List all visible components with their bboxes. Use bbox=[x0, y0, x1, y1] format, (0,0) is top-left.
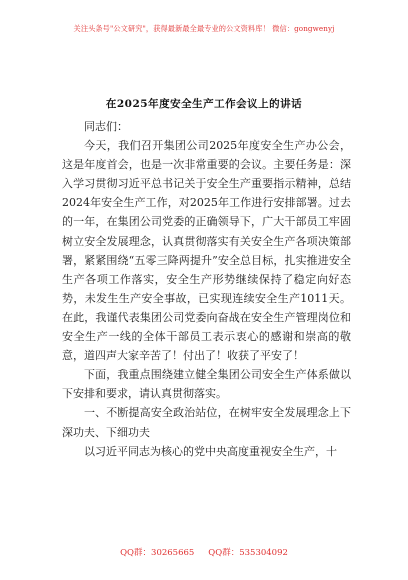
paragraph-3: 以习近平同志为核心的党中央高度重视安全生产，十 bbox=[84, 444, 337, 458]
contact-footer bbox=[0, 546, 408, 558]
greeting: 同志们： bbox=[84, 120, 128, 133]
qq-group-2: QQ群：535304092 bbox=[208, 548, 288, 558]
paragraph-1: 今天，我们召开集团公司2025年度安全生产办公会，这是年度首会，也是一次非常重要的会议。主要任务是：深入学习贯彻习近平总书记关于安全生产重要指示精神，总结2024年安全生产工作，对2025年工作进行安排部署。过去的一年，在集团公司党委的正确领导下，广大干部员工牢固树立安全发展理念，认真贯彻落实有关安全生产各项决策部署，紧紧围绕“五零三降两提升”安全总目标，扎实推进安全生产各项工作落实，安全生产形势继续保持了稳定向好态势，未发生生产安全事故，已实现连续安全生产1011天。在此，我谨代表集团公司党委向奋战在安全生产管理岗位和安全生产一线的全体干部员工表示衷心的感谢和崇高的敬意，道四声大家辛苦了！付出了！收获了平安了！ bbox=[62, 139, 351, 363]
qq-group-1: QQ群：30265665 bbox=[120, 548, 195, 558]
document-body bbox=[62, 117, 351, 461]
promo-banner: 关注头条号"公文研究"，获得最新最全最专业的公文资料库！ 微信：gongwenyj bbox=[73, 24, 335, 33]
paragraph-2: 下面，我重点围绕建立健全集团公司安全生产体系做以下安排和要求，请认真贯彻落实。 bbox=[62, 368, 351, 401]
section-heading-1: 一、不断提高安全政治站位，在树牢安全发展理念上下深功夫、下细功夫 bbox=[62, 406, 351, 439]
document-title: 在2025年度安全生产工作会议上的讲话 bbox=[105, 98, 303, 110]
